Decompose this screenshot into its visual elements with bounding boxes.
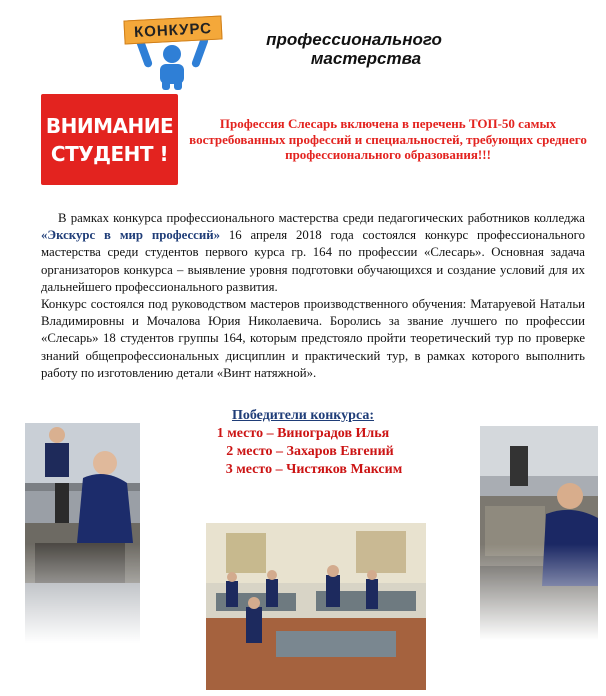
title-line-2: мастерства <box>310 49 422 68</box>
workshop-photo-right <box>480 426 598 640</box>
p1-text-end: 16 апреля 2018 года состоялся конкурс профессионального мастерства среди студентов первого курса гр. 164 по профессии «Слесарь». Основная задача организаторов конкурса – выявление уровня подготовки обучающихся и создание условий для их дальнейшего профессионального развития. <box>41 228 585 294</box>
article-body <box>41 210 585 382</box>
article-paragraph-1 <box>41 210 585 296</box>
notice-text: Профессия Слесарь включена в перечень ТОП-50 самых востребованных профессий и специальностей, требующих среднего профессионального образования!!! <box>189 116 587 162</box>
winner-2: 2 место – Захаров Евгений <box>226 444 394 459</box>
winners-title: Победители конкурса: <box>231 408 375 423</box>
banner-line-1: ВНИМАНИЕ <box>45 113 174 138</box>
winner-1: 1 место – Виноградов Илья <box>216 426 390 441</box>
banner-line-2: СТУДЕНТ ! <box>50 141 169 166</box>
workshop-photo-left <box>25 423 140 643</box>
workshop-photo-center <box>206 523 426 690</box>
winners-block <box>196 407 410 479</box>
page-title <box>224 30 484 68</box>
title-line-1: профессионального <box>266 30 442 49</box>
event-name: «Экскурс в мир профессий» <box>41 228 220 243</box>
p1-text-start: В рамках конкурса профессионального мастерства среди педагогических работников колледжа <box>58 211 585 225</box>
logo-word: КОНКУРС <box>123 15 222 44</box>
winner-3: 3 место – Чистяков Максим <box>225 462 403 477</box>
attention-banner <box>41 94 178 185</box>
article-paragraph-2: Конкурс состоялся под руководством мастеров производственного обучения: Матаруевой Натальи Владимировны и Мочалова Юрия Николаевича. Боролись за звание лучшего по профессии «Слесарь» 18 студентов группы 164, которым предстояло пройти теоретический тур по проверке знаний общепрофессиональных дисциплин и практический тур, в рамках которого выполнить работу по изготовлению детали «Винт натяжной». <box>41 297 585 380</box>
